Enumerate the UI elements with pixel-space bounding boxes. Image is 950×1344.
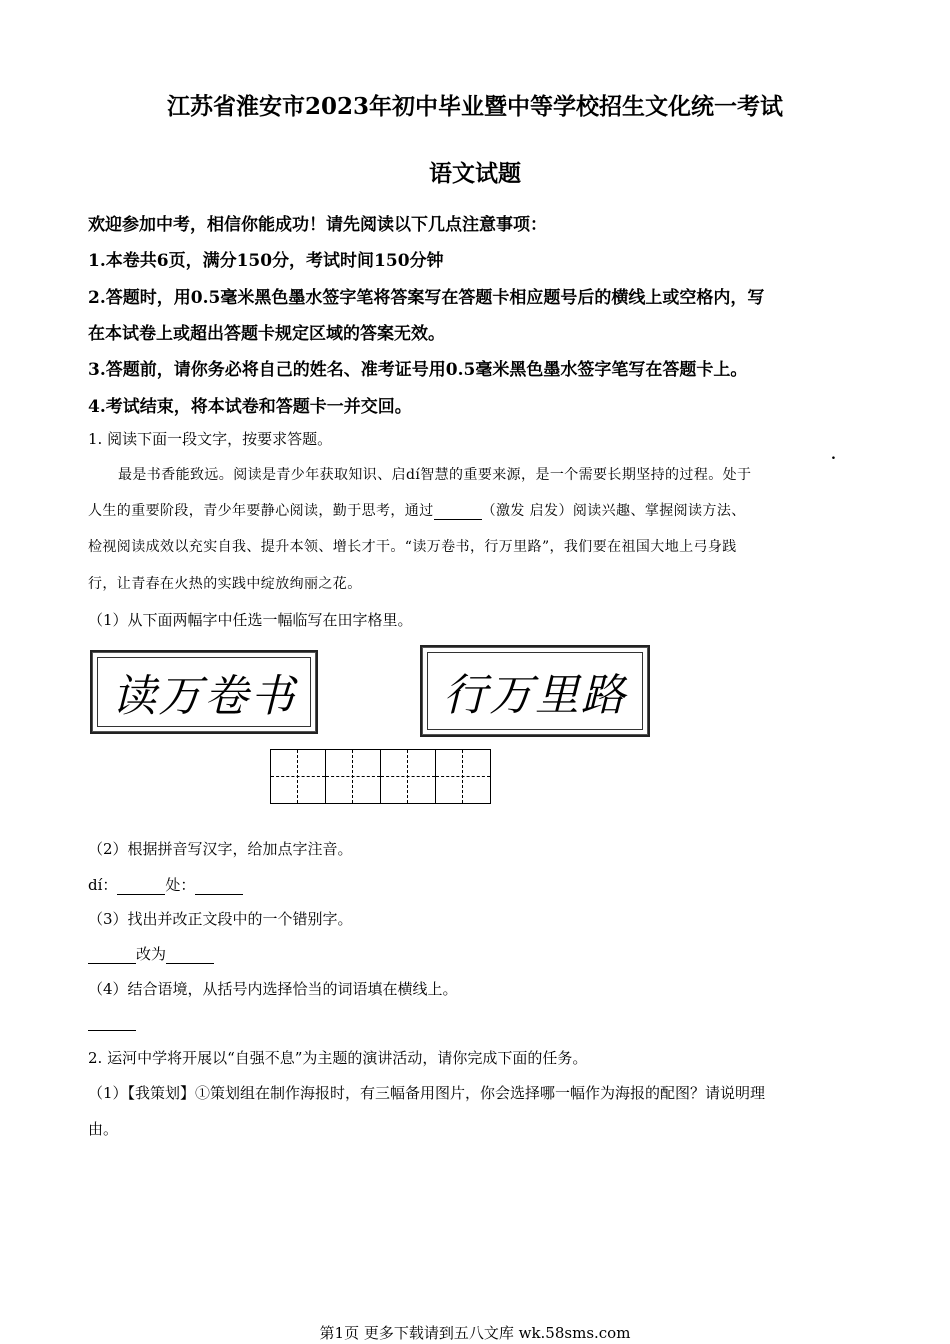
- notice-item-4: 4.考试结束，将本试卷和答题卡一并交回。: [88, 397, 412, 417]
- q1-sub2: （2）根据拼音写汉字，给加点字注音。: [88, 840, 353, 858]
- tianzige-grid[interactable]: [270, 749, 491, 804]
- question-2-stem: 2. 运河中学将开展以“自强不息”为主题的演讲活动，请你完成下面的任务。: [88, 1049, 588, 1067]
- passage-line-2: 人生的重要阶段，青少年要静心阅读，勤于思考，通过 （激发 启发）阅读兴趣、掌握阅读方法、: [88, 503, 746, 519]
- passage-blank: [434, 503, 482, 520]
- notice-item-2-line-2: 在本试卷上或超出答题卡规定区域的答案无效。: [88, 324, 445, 344]
- calligraphy-sample-right: [420, 645, 650, 737]
- q1-sub2-answer: dí： 处：: [88, 874, 243, 895]
- q1-sub3-answer: 改为: [88, 943, 214, 964]
- calligraphy-text-right: 行万里路: [427, 652, 643, 730]
- notice-item-3: 3.答题前，请你务必将自己的姓名、准考证号用0.5毫米黑色墨水签字笔写在答题卡上。: [88, 360, 748, 380]
- passage-line-4: 行，让青春在火热的实践中绽放绚丽之花。: [88, 576, 362, 592]
- q1-sub1: （1）从下面两幅字中任选一幅临写在田字格里。: [88, 611, 413, 629]
- q2-sub1-line-1: （1）【我策划】①策划组在制作海报时，有三幅备用图片，你会选择哪一幅作为海报的配图？请说明理: [88, 1084, 766, 1102]
- passage-line-1: 最是书香能致远。阅读是青少年获取知识、启dí智慧的重要来源，是一个需要长期坚持的过程。处于: [118, 467, 752, 483]
- grid-cell[interactable]: [381, 750, 436, 803]
- q1-sub3: （3）找出并改正文段中的一个错别字。: [88, 910, 353, 928]
- grid-cell[interactable]: [436, 750, 490, 803]
- q1-sub4-answer: [88, 1012, 136, 1031]
- grid-cell[interactable]: [326, 750, 381, 803]
- emphasis-dot: .: [831, 447, 836, 463]
- question-1-stem: 1. 阅读下面一段文字，按要求答题。: [88, 430, 333, 448]
- answer-blank[interactable]: [88, 1012, 136, 1031]
- q2-sub1-line-2: 由。: [88, 1120, 119, 1138]
- calligraphy-text-left: 读万卷书: [97, 657, 311, 727]
- page-footer: 第1页 更多下载请到五八文库 wk.58sms.com: [319, 1324, 631, 1342]
- answer-blank[interactable]: [117, 876, 165, 895]
- calligraphy-sample-left: [90, 650, 318, 734]
- answer-blank[interactable]: [88, 945, 136, 964]
- answer-blank[interactable]: [166, 945, 214, 964]
- notice-item-2-line-1: 2.答题时，用0.5毫米黑色墨水签字笔将答案写在答题卡相应题号后的横线上或空格内，写: [88, 288, 765, 308]
- exam-title: 江苏省淮安市2023年初中毕业暨中等学校招生文化统一考试: [166, 93, 783, 120]
- exam-subtitle: 语文试题: [429, 160, 521, 187]
- grid-cell[interactable]: [271, 750, 326, 803]
- q1-sub4: （4）结合语境，从括号内选择恰当的词语填在横线上。: [88, 980, 458, 998]
- notice-item-1: 1.本卷共6页，满分150分，考试时间150分钟: [88, 251, 444, 271]
- notice-intro: 欢迎参加中考，相信你能成功！请先阅读以下几点注意事项：: [88, 215, 547, 235]
- passage-line-3: 检视阅读成效以充实自我、提升本领、增长才干。“读万卷书，行万里路”，我们要在祖国大地上弓身践: [88, 539, 737, 555]
- answer-blank[interactable]: [195, 876, 243, 895]
